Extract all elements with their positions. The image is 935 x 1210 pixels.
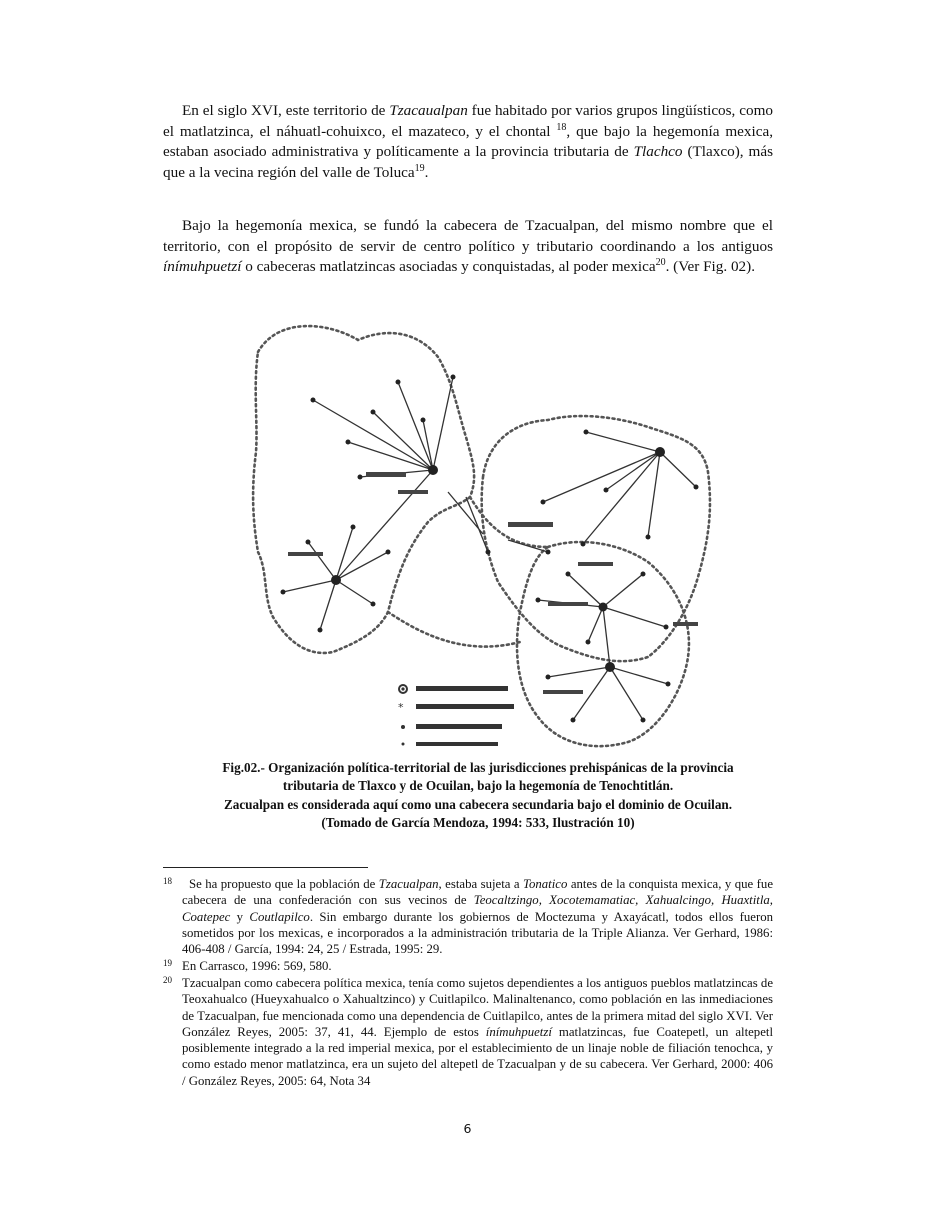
- figure-caption: Fig.02.- Organización política-territorial de las jurisdicciones prehispánicas de la provincia tributaria de Tlaxco y de Ocuilan, bajo la hegemonía de Tenochtitlán. Zacualpan es considerada aquí como una cabecera secundaria bajo el dominio de Ocuilan. (Tomado de García Mendoza, 1994: 533, Ilustración 10): [222, 760, 734, 830]
- connection-lines-north: [313, 377, 453, 477]
- footnote-number: 19: [163, 958, 172, 968]
- footnote-ref-19: 19: [414, 162, 425, 174]
- footnote-19: 19 En Carrasco, 1996: 569, 580.: [163, 958, 773, 974]
- star-icon: *: [398, 701, 404, 714]
- dot-icon: [401, 725, 405, 729]
- connection-lines-south: [538, 574, 668, 720]
- page-number: 6: [463, 1121, 472, 1136]
- footnote-ref-20: 20: [655, 257, 666, 269]
- footnote-number: 20: [163, 975, 172, 985]
- footnote-20: 20 Tzacualpan como cabecera política mexica, tenía como sujetos dependientes a los antiguos pueblos matlatzincas de Teoxahualco (Hueyxahualco o Xahualtzinco) y Cuitlapilco. Malinaltenanco, como población en las inmediaciones de Tzacualpan, fue mencionada como una dependencia de Cuitlapilco, antes de la primera mitad del siglo XVI. Ver González Reyes, 2005: 37, 41, 44. Ejemplo de estos ínímuhpuetzí matlatzincas, fue Coatepetl, un altepetl posiblemente integrado a la red imperial mexica, por el establecimiento de un linaje noble de filiación tenochca, y como estado menor matlatzinca, era un sujeto del altepetl de Tzacualpan y de su cabecera. Ver Gerhard, 2000: 406 / González Reyes, 2005: 64, Nota 34: [163, 975, 773, 1089]
- paragraph-1: En el siglo XVI, este territorio de Tzacaualpan fue habitado por varios grupos lingüísticos, como el matlatzinca, el náhuatl-cohuixco, el mazateco, y el chontal $^{18}$, que bajo la hegemonía mexica, estaban asociado administrativa y políticamente a la provincia tributaria de Tlachco (Tlaxco), más que a la vecina región del valle de Toluca$^{19}$.: [163, 102, 773, 181]
- internal-division: [388, 612, 520, 647]
- footnote-18: 18 Se ha propuesto que la población de Tzacualpan, estaba sujeta a Tonatico antes de la conquista mexica, y que fue cabecera de una confederación con sus vecinos de Teocaltzingo, Xocotemamatiac, Xahualcingo, Huaxtitla, Coatepec y Coutlapilco. Sin embargo durante los gobiernos de Moctezuma y Axayácatl, todos ellos fueron sometidos por los mexicas, e incorporados a la administración tributaria de la Triple Alianza. Ver Gerhard, 1986: 406-408 / García, 1994: 24, 25 / Estrada, 1995: 29.: [163, 876, 773, 957]
- footnote-separator: [163, 867, 368, 868]
- footnote-number: 18: [163, 876, 172, 886]
- paragraph-2: Bajo la hegemonía mexica, se fundó la cabecera de Tzacualpan, del mismo nombre que el territorio, con el propósito de servir de centro político y tributario coordinando a los antiguos ínímuhpuetzí o cabeceras matlatzincas asociadas y conquistadas, al poder mexica$^{20}$. (Ver Fig. 02).: [163, 217, 773, 276]
- territorial-map-figure: [248, 312, 718, 752]
- jurisdiction-boundary-north: [253, 326, 474, 653]
- connection-lines-east: [543, 432, 696, 544]
- footnote-ref-18: 18: [556, 121, 567, 133]
- map-legend: [398, 685, 514, 746]
